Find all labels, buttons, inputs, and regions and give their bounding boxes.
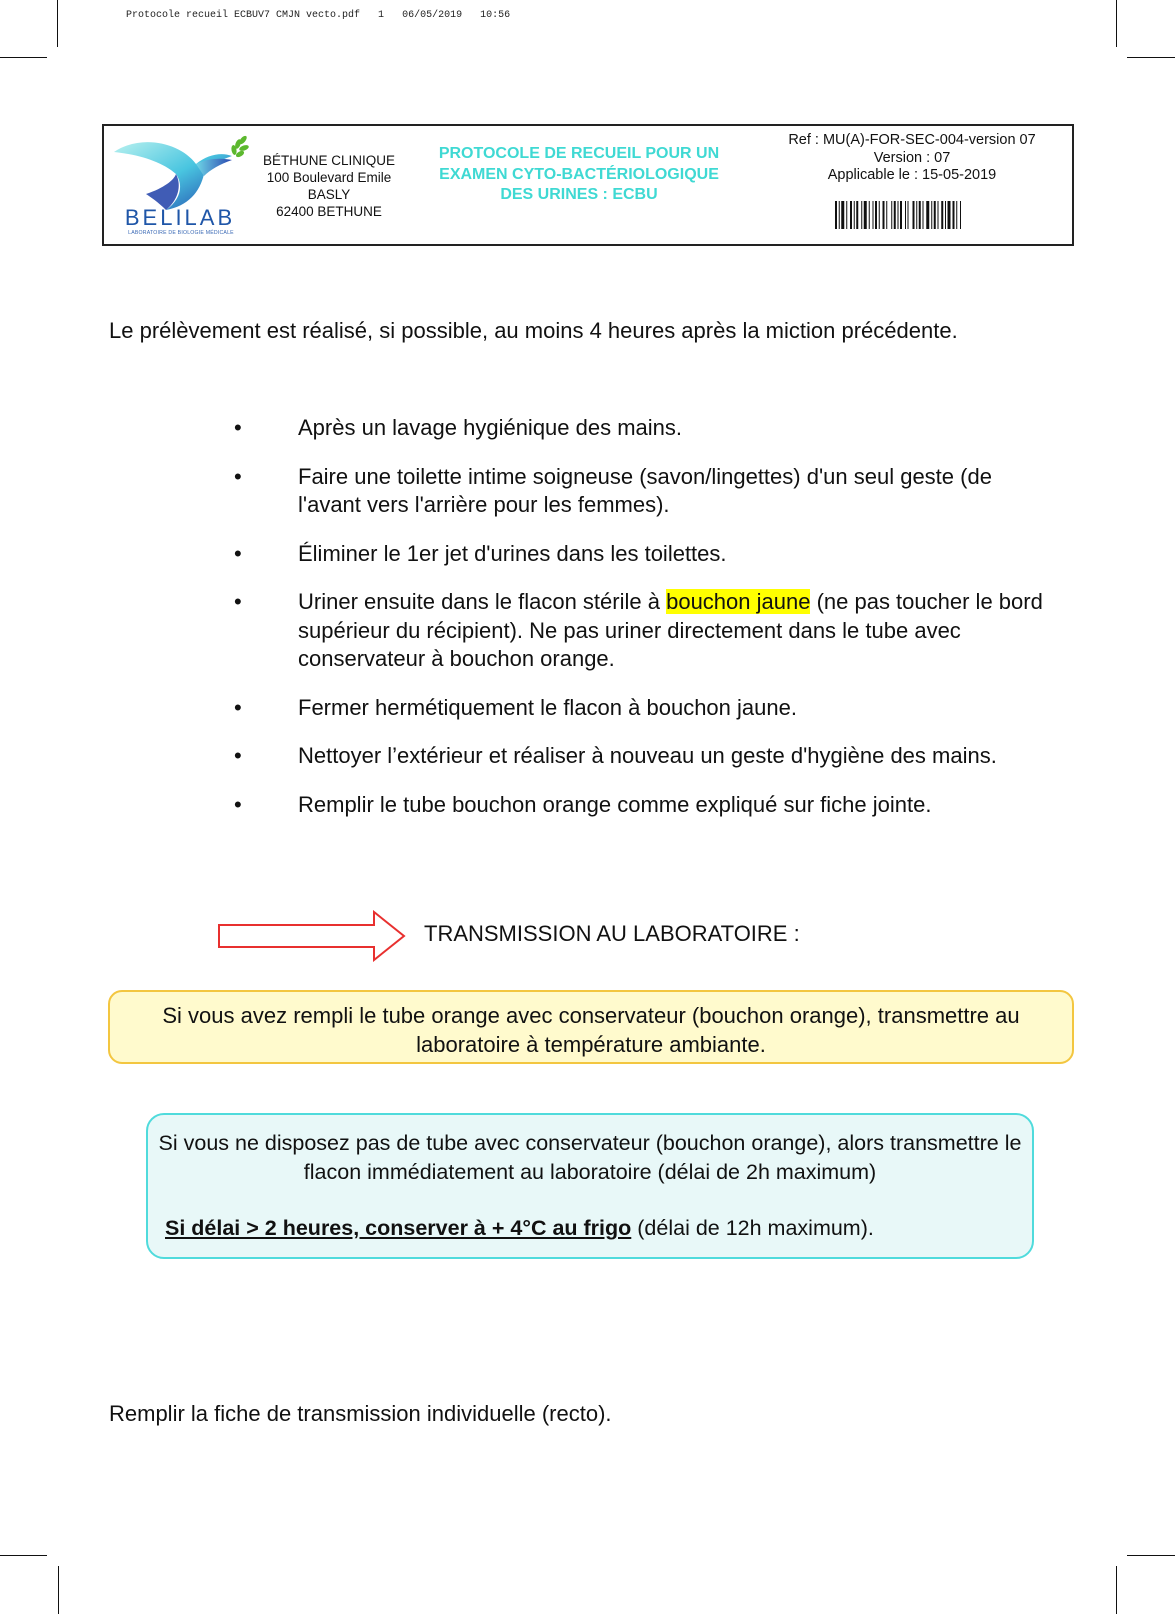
barcode-bar [850,201,852,229]
right-arrow-icon [218,910,408,962]
storage-delay: (délai de 12h maximum). [631,1216,874,1240]
barcode-bar [905,201,906,229]
bullet-icon: • [234,540,242,566]
barcode-bar [898,201,899,229]
barcode-bar [886,201,887,229]
barcode-bar [856,201,858,229]
notice-text: Si vous ne disposez pas de tube avec conservateur (bouchon orange), alors transmettre le flacon immédiatement au laboratoire (délai de 2h maximum) [158,1131,1022,1184]
highlighted-text: bouchon jaune [666,589,811,614]
barcode-bar [846,201,847,229]
barcode-bar [900,201,902,229]
crop-mark [1127,1555,1175,1556]
transmission-heading: TRANSMISSION AU LABORATOIRE : [424,921,800,946]
print-time: 10:56 [480,10,511,21]
step-text: Nettoyer l’extérieur et réaliser à nouveau un geste d'hygiène des mains. [298,743,997,768]
crop-mark [58,1566,59,1614]
print-page: 1 [378,10,385,21]
barcode-icon [835,201,1013,229]
list-item [230,463,1060,520]
list-item [230,791,1060,820]
list-item [230,742,1060,771]
barcode-bar [891,201,892,229]
barcode-bar [948,201,951,229]
barcode-bar [916,201,917,229]
crop-mark [0,1555,47,1556]
barcode-bar [960,201,961,229]
ambient-temperature-notice [108,990,1074,1064]
bullet-icon: • [234,415,242,440]
crop-mark [0,57,47,58]
reference-code: Ref : MU(A)-FOR-SEC-004-version 07 [788,132,1036,148]
notice-text: Si vous avez rempli le tube orange avec conservateur (bouchon orange), transmettre au laboratoire à température ambiante. [162,1003,1020,1057]
print-date: 06/05/2019 [402,10,463,21]
barcode-bar [875,201,877,229]
clinic-street-2: BASLY [307,187,351,202]
title-line: DES URINES : ECBU [500,186,658,203]
logo-tagline: LABORATOIRE DE BIOLOGIE MÉDICALE [128,230,234,236]
barcode-bar [953,201,955,229]
crop-mark [1116,0,1117,47]
storage-instruction: Si délai > 2 heures, conserver à + 4°C au frigo [165,1216,632,1240]
barcode-bar [913,201,915,229]
barcode-bar [861,201,862,229]
barcode-bar [934,201,936,229]
barcode-bar [938,201,939,229]
print-filename: Protocole recueil ECBUV7 CMJN vecto.pdf [126,10,361,21]
barcode-bar [879,201,880,229]
print-header [126,10,528,21]
barcode-bar [956,201,957,229]
step-text: Remplir le tube bouchon orange comme expliqué sur fiche jointe. [298,791,932,817]
list-item [230,694,1060,723]
crop-mark [1116,1566,1117,1614]
barcode-bar [908,201,909,229]
barcode-bar [869,201,870,229]
footer-note: Remplir la fiche de transmission individuelle (recto). [109,1401,612,1426]
bullet-icon: • [234,743,242,768]
barcode-bar [926,201,929,229]
refrigeration-notice [146,1113,1034,1259]
barcode-bar [839,201,840,229]
barcode-bar [873,201,874,229]
barcode-bar [931,201,932,229]
barcode-bar [835,201,837,229]
applicable-date: Applicable le : 15-05-2019 [827,167,997,183]
clinic-address [254,152,404,220]
intro-paragraph: Le prélèvement est réalisé, si possible, au moins 4 heures après la miction précédente. [109,318,958,343]
barcode-bar [894,201,896,229]
list-item [230,414,1060,443]
barcode-bar [854,201,855,229]
barcode-bar [883,201,885,229]
step-text-after: (ne pas toucher le bord supérieur du récipient). Ne pas uriner directement dans le tube avec conservateur à bouchon orange. [298,589,1043,671]
notice-storage-line [148,1214,1032,1243]
title-line: PROTOCOLE DE RECUEIL POUR UN [438,145,720,162]
step-text: Après un lavage hygiénique des mains. [298,415,683,440]
steps-list [230,414,1060,839]
bullet-icon: • [234,694,242,720]
barcode-bar [945,201,946,229]
crop-mark [57,0,58,47]
bullet-icon: • [234,463,242,489]
document-reference [754,132,1070,185]
step-text-before: Uriner ensuite dans le flacon stérile à [298,589,667,614]
barcode-bar [841,201,844,229]
clinic-street: 100 Boulevard Emile [266,170,392,185]
barcode-bar [919,201,921,229]
step-text: Éliminer le 1er jet d'urines dans les toilettes. [298,540,727,566]
crop-mark [1127,57,1175,58]
list-item [230,588,1060,674]
logo-name: BELILAB [124,205,236,230]
bullet-icon: • [234,589,242,614]
document-header [102,124,1074,246]
bullet-icon: • [234,791,242,817]
barcode-bar [923,201,924,229]
list-item [230,540,1060,569]
barcode-bar [941,201,943,229]
document-title [414,144,744,206]
clinic-name: BÉTHUNE CLINIQUE [262,153,396,168]
step-text: Faire une toilette intime soigneuse (savon/lingettes) d'un seul geste (de l'avant vers l'arrière pour les femmes). [298,463,992,517]
version: Version : 07 [873,149,951,166]
clinic-city: 62400 BETHUNE [276,204,382,219]
step-text: Fermer hermétiquement le flacon à bouchon jaune. [298,694,797,720]
barcode-bar [864,201,867,229]
title-line: EXAMEN CYTO-BACTÉRIOLOGIQUE [439,165,719,183]
